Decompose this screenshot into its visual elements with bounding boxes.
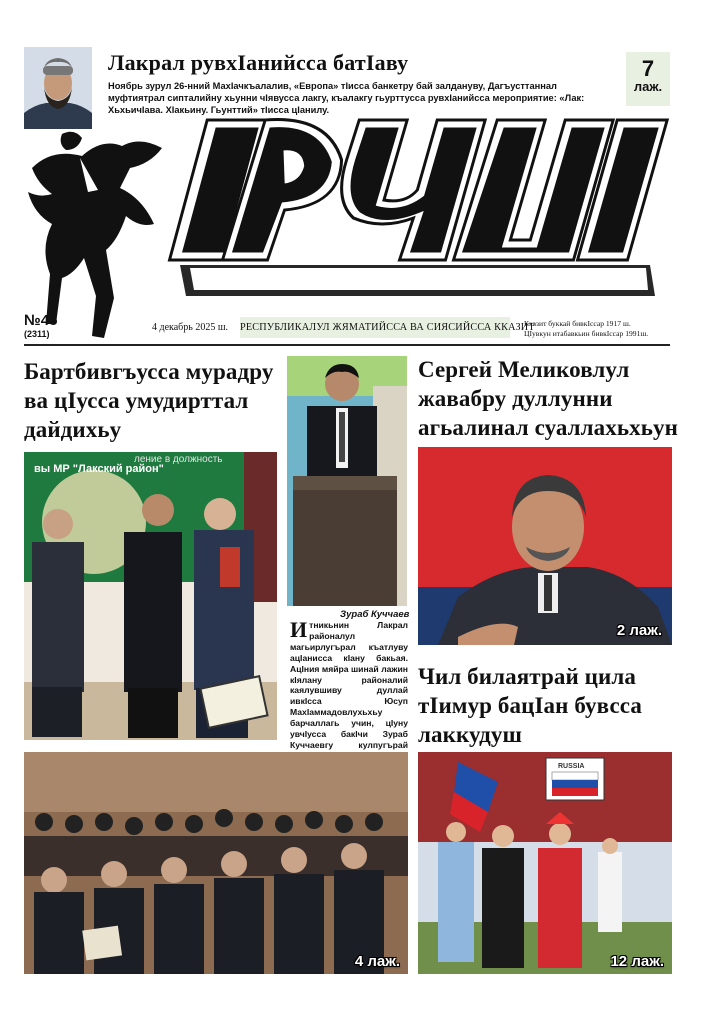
audience-hall-photo[interactable] [24, 752, 408, 974]
banner-text-2: ление в должность [134, 454, 223, 465]
teaser-text: Ноябрь зурул 26-нний МахIачкъалалив, «Европа» тIисса банкетру бай залдануву, Дагъусттаннал муфтиятрал сипталийну хьунни чIявусса лакгу, къалакгу гьурттусса рувхIанийсса мероприятие: «Лак: ХьхьичIава. ХIакьину. Гьунттий» тIисса цIанилу. [108, 81, 585, 115]
teaser-portrait-photo [24, 47, 92, 129]
parade-page-ref[interactable]: 12 лаж. [610, 953, 664, 970]
teaser-page-box[interactable] [626, 52, 670, 106]
issue-number: №45 [24, 312, 58, 329]
flag-sign-label: RUSSIA [558, 763, 585, 770]
founded-line-2: ЦIувкун итабавкьин бивкIссар 1991ш. [524, 329, 649, 338]
issue-total-number: (2311) [24, 329, 50, 339]
horse-rider-emblem [22, 128, 170, 343]
speaker-at-podium-photo[interactable] [287, 356, 407, 606]
founded-line-1: Кказит буккай бивкIссар 1917 ш. [524, 319, 631, 328]
lead-article-body: тникьнин Лакрал районалул магьирлугърал къатлуву ацIанисса кIану бакьая. АцIния мяйра шинай лажин кIялану районалий каялувшиву дуллай ивкIсса Юсуп МахIаммадовлухьхьу барчаллагь учин, цIуну увчIусса бакIчи Зураб Куччаевгу кулпугърай [290, 620, 408, 750]
headline-right-bottom[interactable]: Чил билаятрай цила тIимур бацIан бувсса лаккудуш [418, 664, 642, 747]
issue-date: 4 декабрь 2025 ш. [152, 322, 229, 333]
melikov-page-ref[interactable]: 2 лаж. [616, 622, 662, 639]
audience-page-ref[interactable]: 4 лаж. [354, 953, 400, 970]
headline-right-top[interactable]: Сергей Меликовлул жавабру дуллунни агьалинал суаллахьхьун [418, 357, 678, 440]
parade-photo[interactable] [418, 752, 672, 974]
melikov-portrait-photo[interactable] [418, 447, 672, 645]
teaser-page-label: лаж. [633, 79, 663, 94]
teaser-page-number: 7 [641, 56, 655, 81]
founded-info [524, 319, 648, 339]
masthead-logo [150, 100, 670, 310]
teaser-title: Лакрал рувхIанийсса батIаву [108, 50, 409, 75]
award-ceremony-photo[interactable] [24, 452, 277, 740]
banner-text: вы МР "Лакский район" [34, 463, 164, 475]
masthead-tagline: РЕСПУБЛИКАЛУЛ ЖЯМАТИЙССА ВА СИЯСИЙССА ККАЗИТ [240, 317, 510, 338]
lead-dropcap: И [290, 617, 308, 642]
masthead-divider [24, 344, 670, 346]
headline-left[interactable]: Бартбивгъусса мурадру ва цIусса умудирттал дайдихьу [24, 359, 274, 442]
photo-caption-name: Зураб Куччаев [340, 609, 410, 620]
